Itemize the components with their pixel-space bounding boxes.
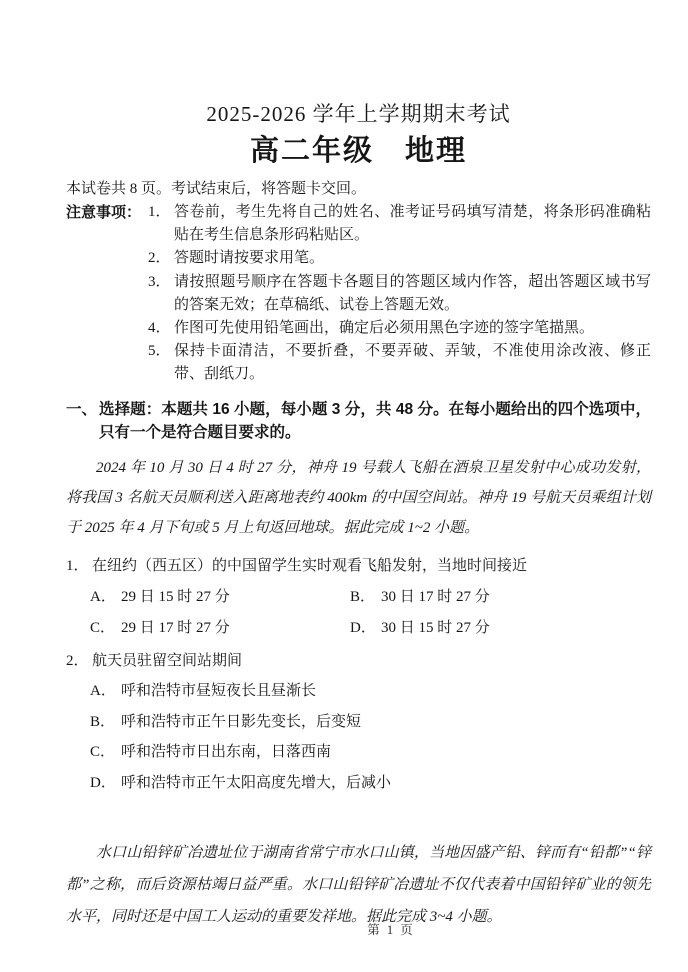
option-text: 呼和浩特市日出东南，日落西南: [121, 744, 332, 761]
notice-number: 1．: [148, 204, 171, 220]
option-text: 呼和浩特市正午太阳高度先增大，后减小: [121, 774, 392, 791]
notice-item: [148, 201, 651, 247]
page-number: 第 1 页: [367, 923, 415, 937]
option-text: 30 日 17 时 27 分: [381, 588, 490, 605]
question-2: [66, 651, 651, 793]
notice-text: 保持卡面清洁，不要折叠，不要弄破、弄皱，不准使用涂改液、修正带、刮纸刀。: [174, 343, 651, 383]
notice-number: 4．: [148, 320, 171, 337]
notice-item: [148, 317, 651, 340]
section-marker: 一、: [66, 400, 98, 418]
question-1-options: [66, 587, 651, 638]
option-a: [90, 681, 651, 701]
notices-section: [66, 201, 651, 387]
option-c: [90, 742, 651, 762]
option-label: B．: [90, 713, 116, 730]
notice-item: [148, 271, 651, 317]
option-label: C．: [90, 744, 116, 761]
notice-item: [148, 247, 651, 270]
notice-number: 3．: [148, 273, 171, 290]
notices-label: 注意事项：: [66, 204, 142, 221]
option-label: B．: [350, 588, 376, 605]
option-label: D．: [90, 774, 116, 791]
notice-number: 5．: [148, 343, 171, 360]
passage-shuikoushan: 水口山铅锌矿冶遗址位于湖南省常宁市水口山镇，当地因盛产铅、锌而有“铅都”“锌都”之称，而后资源枯竭日益严重。水口山铅锌矿冶遗址不仅代表着中国铅锌矿业的领先水平，同时还是中国工人运动的重要发祥地。据此完成 3~4 小题。: [66, 844, 651, 925]
notice-text: 作图可先使用铅笔画出，确定后必须用黑色字迹的签字笔描黑。: [174, 320, 595, 337]
section-heading-choice-questions: [66, 398, 651, 445]
option-label: A．: [90, 683, 116, 700]
question-number: 2．: [66, 652, 89, 669]
option-text: 呼和浩特市昼短夜长且昼渐长: [121, 683, 317, 700]
notice-item: [148, 340, 651, 386]
option-c: [90, 618, 350, 638]
notice-text: 答题时请按要求用笔。: [174, 250, 325, 267]
passage-shenzhou19: 2024 年 10 月 30 日 4 时 27 分，神舟 19 号载人飞船在酒泉卫星发射中心成功发射，将我国 3 名航天员顺利送入距离地表约 400km 的中国空间站。神舟 19 号航天员乘组计划于 2025 年 4 月下旬或 5 月上旬返回地球。据此完成 1~2 小题。: [66, 459, 651, 536]
question-stem-text: 航天员驻留空间站期间: [92, 652, 243, 669]
notice-number: 2．: [148, 250, 171, 267]
option-d: [350, 618, 651, 638]
exam-session-title: 2025-2026 学年上学期期末考试: [206, 102, 511, 126]
question-2-options: [66, 681, 651, 793]
option-label: A．: [90, 588, 116, 605]
question-2-stem: [66, 651, 651, 671]
notice-text: 答卷前，考生先将自己的姓名、准考证号码填写清楚，将条形码准确粘贴在考生信息条形码粘贴区。: [174, 204, 651, 244]
exam-info-line: 本试卷共 8 页。考试结束后，将答题卡交回。: [66, 181, 367, 197]
option-b: [350, 587, 651, 607]
exam-subject-title: 高二年级 地理: [249, 135, 467, 167]
question-stem-text: 在纽约（西五区）的中国留学生实时观看飞船发射，当地时间接近: [92, 557, 528, 574]
option-text: 呼和浩特市正午日影先变长，后变短: [121, 713, 362, 730]
question-1-stem: [66, 556, 651, 576]
option-label: D．: [350, 619, 376, 636]
option-text: 30 日 15 时 27 分: [381, 619, 490, 636]
notice-text: 请按照题号顺序在答题卡各题目的答题区域内作答，超出答题区域书写的答案无效；在草稿纸、试卷上答题无效。: [174, 273, 651, 313]
option-a: [90, 587, 350, 607]
section-heading-text: 选择题：本题共 16 小题，每小题 3 分，共 48 分。在每小题给出的四个选项中，只有一个是符合题目要求的。: [99, 400, 651, 442]
option-text: 29 日 17 时 27 分: [121, 619, 230, 636]
option-d: [90, 773, 651, 793]
question-1: [66, 556, 651, 638]
option-b: [90, 712, 651, 732]
option-text: 29 日 15 时 27 分: [121, 588, 230, 605]
question-number: 1．: [66, 557, 89, 574]
option-label: C．: [90, 619, 116, 636]
notices-list: [148, 201, 651, 387]
